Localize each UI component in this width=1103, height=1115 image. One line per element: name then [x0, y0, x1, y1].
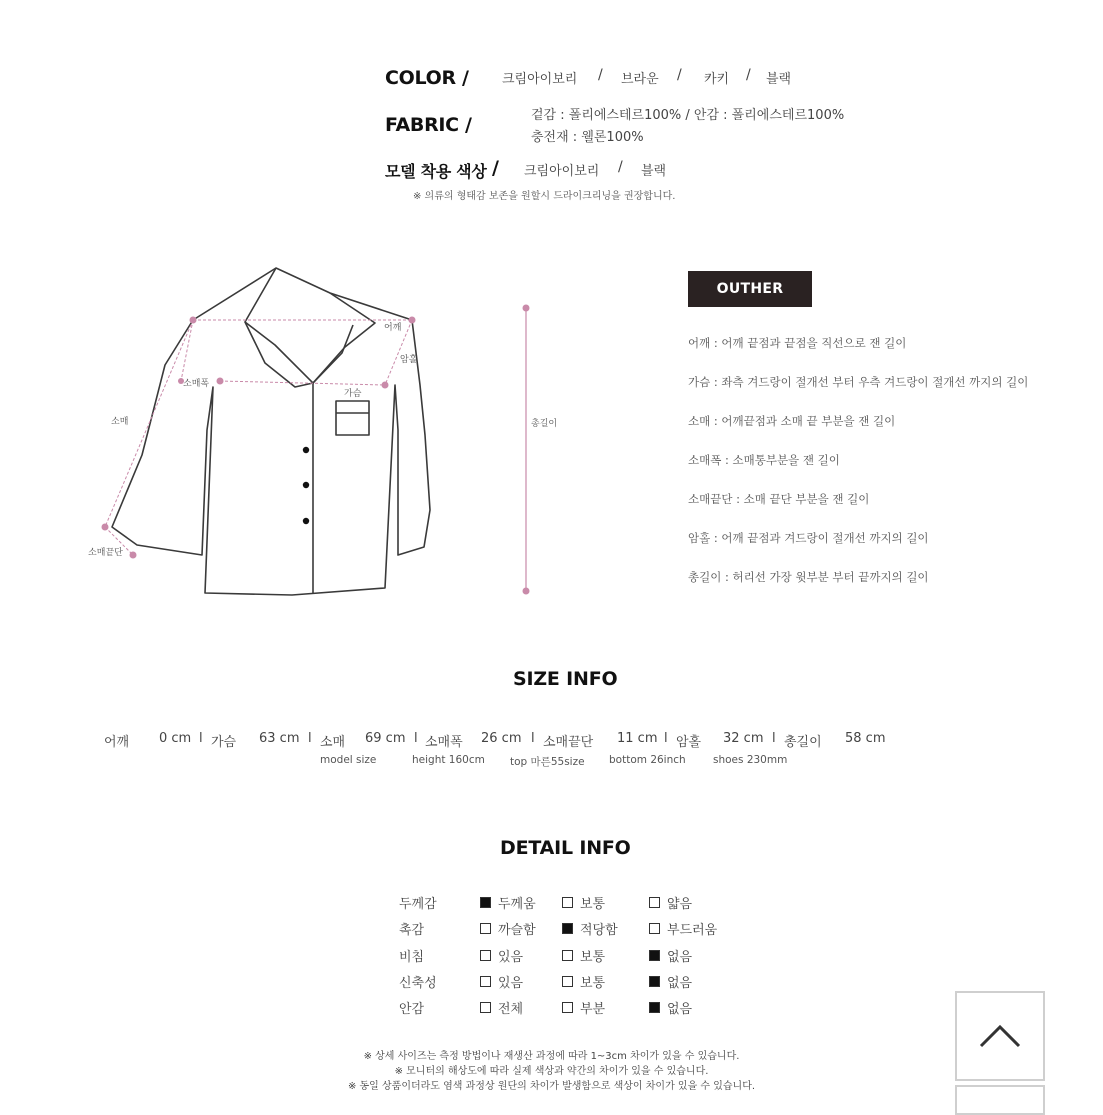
sep: / [598, 67, 603, 83]
outher-desc-cuff: 소매끝단 : 소매 끝단 부분을 잰 길이 [688, 492, 870, 506]
detail-option [562, 893, 605, 912]
detail-row-label: 신축성 [399, 976, 437, 991]
model-top: top 마른55size [510, 756, 585, 768]
checked-box-icon [562, 923, 573, 934]
size-label-sleeve-width: 소매폭 [425, 735, 463, 750]
size-value-armhole: 32 cm [723, 731, 764, 746]
sep: / [618, 159, 623, 175]
checked-box-icon [649, 950, 660, 961]
detail-option-label: 없음 [667, 976, 693, 991]
detail-option-label: 까슬함 [498, 923, 536, 938]
diagram-label-sleeve: 소매 [111, 417, 129, 427]
detail-option [480, 919, 536, 938]
model-height: height 160cm [412, 754, 485, 766]
detail-option [562, 972, 605, 991]
size-separator: l [199, 731, 203, 746]
size-separator: l [772, 731, 776, 746]
color-slash: / [462, 67, 469, 89]
color-value-2: 브라운 [621, 72, 659, 87]
model-color-value-1: 크림아이보리 [524, 164, 600, 179]
color-value-1: 크림아이보리 [502, 72, 578, 87]
detail-option-label: 두께움 [498, 897, 536, 912]
diagram-label-length: 총길이 [531, 419, 558, 429]
color-label: COLOR [385, 67, 456, 89]
unchecked-box-icon [480, 1002, 491, 1013]
color-value-3: 카키 [704, 72, 730, 87]
detail-option-label: 적당함 [580, 923, 618, 938]
detail-option-label: 있음 [498, 950, 524, 965]
model-size-label: model size [320, 754, 377, 766]
size-value-chest: 63 cm [259, 731, 300, 746]
sep: / [677, 67, 682, 83]
detail-option-label: 얇음 [667, 897, 693, 912]
detail-info-title: DETAIL INFO [500, 837, 631, 859]
diagram-label-cuff: 소매끝단 [88, 548, 123, 558]
size-info-title: SIZE INFO [513, 668, 618, 690]
size-label-cuff: 소매끝단 [543, 735, 594, 750]
detail-option-label: 보통 [580, 897, 606, 912]
chevron-up-icon [978, 1023, 1022, 1049]
diagram-label-shoulder: 어깨 [384, 323, 402, 333]
detail-row-label: 촉감 [399, 923, 425, 938]
unchecked-box-icon [480, 976, 491, 987]
jacket-diagram [80, 255, 560, 610]
detail-option-label: 보통 [580, 976, 606, 991]
outher-desc-length: 총길이 : 허리선 가장 윗부분 부터 끝까지의 길이 [688, 570, 929, 584]
unchecked-box-icon [480, 950, 491, 961]
detail-row-label: 비침 [399, 950, 425, 965]
fabric-slash: / [465, 114, 472, 136]
checked-box-icon [649, 1002, 660, 1013]
model-color-value-2: 블랙 [641, 164, 667, 179]
outher-desc-armhole: 암홀 : 어깨 끝점과 겨드랑이 절개선 까지의 길이 [688, 531, 929, 545]
detail-option-label: 없음 [667, 950, 693, 965]
detail-option [562, 946, 605, 965]
size-separator: l [531, 731, 535, 746]
size-separator: l [664, 731, 668, 746]
detail-option [562, 919, 618, 938]
detail-option-label: 보통 [580, 950, 606, 965]
detail-option [480, 998, 523, 1017]
sep: / [746, 67, 751, 83]
unchecked-box-icon [649, 897, 660, 908]
model-bottom: bottom 26inch [609, 754, 686, 766]
detail-option-label: 있음 [498, 976, 524, 991]
detail-option [480, 893, 536, 912]
outher-desc-sleeve: 소매 : 어깨끝점과 소매 끝 부분을 잰 길이 [688, 414, 896, 428]
unchecked-box-icon [649, 923, 660, 934]
unchecked-box-icon [562, 897, 573, 908]
outher-desc-chest: 가슴 : 좌측 겨드랑이 절개선 부터 우측 겨드랑이 절개선 까지의 길이 [688, 375, 1029, 389]
scroll-top-button[interactable] [955, 991, 1045, 1081]
outher-desc-sleeve-width: 소매폭 : 소매통부분을 잰 길이 [688, 453, 840, 467]
detail-option [562, 998, 605, 1017]
fabric-line-2: 충전재 : 웰론100% [531, 130, 644, 145]
diagram-label-armhole: 암홀 [400, 355, 418, 365]
note-3: ※ 동일 상품이더라도 염색 과정상 원단의 차이가 발생함으로 색상이 차이가 있을 수 있습니다. [347, 1081, 756, 1092]
detail-option-label: 부드러움 [667, 923, 718, 938]
detail-option-label: 전체 [498, 1002, 524, 1017]
checked-box-icon [649, 976, 660, 987]
detail-option [649, 946, 692, 965]
diagram-label-chest: 가슴 [344, 389, 362, 399]
unchecked-box-icon [480, 923, 491, 934]
outher-desc-shoulder: 어깨 : 어깨 끝점과 끝점을 직선으로 잰 길이 [688, 336, 907, 350]
size-label-length: 총길이 [784, 735, 822, 750]
diagram-label-sleeve-width: 소매폭 [183, 379, 210, 389]
outher-title: OUTHER [688, 271, 812, 307]
model-shoes: shoes 230mm [713, 754, 788, 766]
note-2: ※ 모니터의 해상도에 따라 실제 색상과 약간의 차이가 있을 수 있습니다. [394, 1066, 709, 1077]
detail-option [649, 972, 692, 991]
size-label-shoulder: 어깨 [104, 735, 130, 750]
fabric-line-1: 겉감 : 폴리에스테르100% / 안감 : 폴리에스테르100% [531, 108, 845, 123]
detail-option [480, 972, 523, 991]
detail-option [649, 893, 692, 912]
detail-option-label: 없음 [667, 1002, 693, 1017]
size-label-chest: 가슴 [211, 735, 237, 750]
model-color-slash: / [492, 157, 499, 179]
scroll-bottom-button[interactable] [955, 1085, 1045, 1115]
size-value-shoulder: 0 cm [159, 731, 192, 746]
checked-box-icon [480, 897, 491, 908]
detail-option [649, 919, 717, 938]
color-value-4: 블랙 [766, 72, 792, 87]
detail-row-label: 안감 [399, 1002, 425, 1017]
size-value-cuff: 11 cm [617, 731, 658, 746]
detail-row-label: 두께감 [399, 897, 437, 912]
size-separator: l [414, 731, 418, 746]
unchecked-box-icon [562, 1002, 573, 1013]
detail-option-label: 부분 [580, 1002, 606, 1017]
size-value-sleeve-width: 26 cm [481, 731, 522, 746]
unchecked-box-icon [562, 976, 573, 987]
size-label-armhole: 암홀 [676, 735, 702, 750]
care-note: ※ 의류의 형태감 보존을 원할시 드라이크리닝을 권장합니다. [413, 191, 676, 202]
size-value-length: 58 cm [845, 731, 886, 746]
detail-option [480, 946, 523, 965]
unchecked-box-icon [562, 950, 573, 961]
size-label-sleeve: 소매 [320, 735, 346, 750]
note-1: ※ 상세 사이즈는 측정 방법이나 재생산 과정에 따라 1~3cm 차이가 있을 수 있습니다. [363, 1051, 740, 1062]
size-separator: l [308, 731, 312, 746]
fabric-label: FABRIC [385, 114, 459, 136]
size-value-sleeve: 69 cm [365, 731, 406, 746]
detail-option [649, 998, 692, 1017]
model-color-label: 모델 착용 색상 [385, 162, 487, 181]
